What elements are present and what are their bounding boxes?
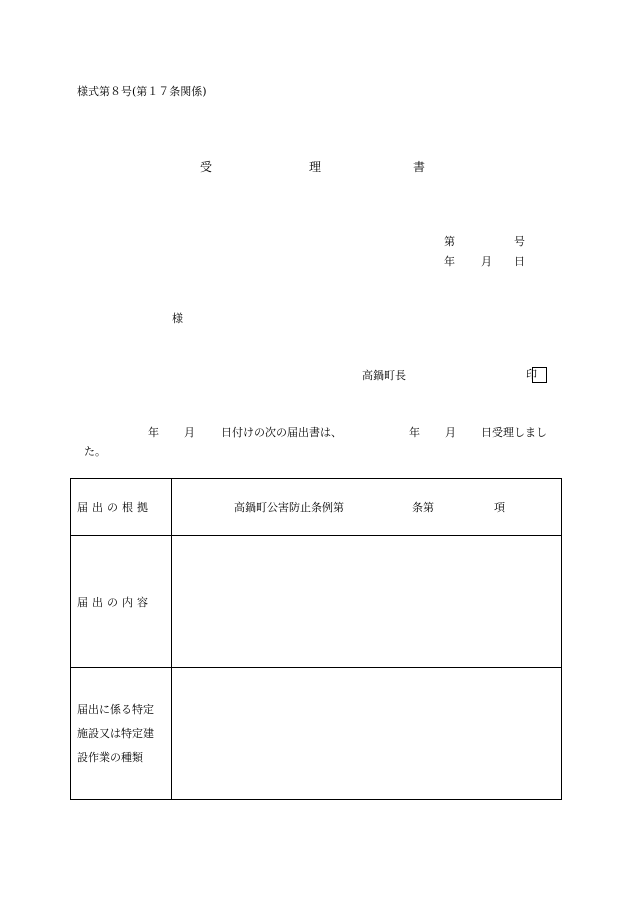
- number-dai: 第: [444, 235, 455, 248]
- body-text1: 日付けの次の届出書は、: [221, 426, 342, 439]
- issuer-name: 高鍋町長: [362, 369, 406, 382]
- title-char-3: 書: [413, 160, 426, 174]
- table-row-facility-type: [71, 668, 562, 800]
- item-text: 項: [494, 501, 505, 514]
- body-text2: 日受理しまし: [481, 426, 547, 439]
- title-char-1: 受: [200, 160, 213, 174]
- label-line-2: 施設又は特定建: [77, 726, 154, 740]
- article-text: 条第: [412, 501, 434, 514]
- body-month1: 月: [184, 426, 195, 439]
- seal-box: [532, 367, 547, 383]
- title-char-2: 理: [309, 160, 322, 174]
- date-day: 日: [514, 255, 525, 268]
- date-month: 月: [481, 255, 492, 268]
- seal-text: 印: [526, 368, 537, 381]
- body-year2: 年: [409, 426, 420, 439]
- notification-table: [70, 478, 562, 800]
- table-row-content: [71, 536, 562, 668]
- seal-mark: [526, 367, 547, 383]
- cell-basis: [172, 479, 562, 536]
- ordinance-text: 高鍋町公害防止条例第: [234, 501, 344, 514]
- label-content: 届出の内容: [71, 536, 172, 668]
- label-facility-type: [71, 668, 172, 800]
- number-go: 号: [514, 235, 525, 248]
- body-month2: 月: [445, 426, 456, 439]
- form-number: 様式第８号(第１７条関係): [77, 85, 207, 98]
- body-text3: た。: [84, 445, 106, 458]
- addressee-suffix: 様: [172, 312, 183, 325]
- cell-content[interactable]: [172, 536, 562, 668]
- label-basis: 届出の根拠: [71, 479, 172, 536]
- label-line-3: 設作業の種類: [77, 750, 143, 764]
- table-row-basis: [71, 479, 562, 536]
- label-line-1: 届出に係る特定: [77, 702, 154, 716]
- date-year: 年: [444, 255, 455, 268]
- cell-facility-type[interactable]: [172, 668, 562, 800]
- body-year1: 年: [148, 426, 159, 439]
